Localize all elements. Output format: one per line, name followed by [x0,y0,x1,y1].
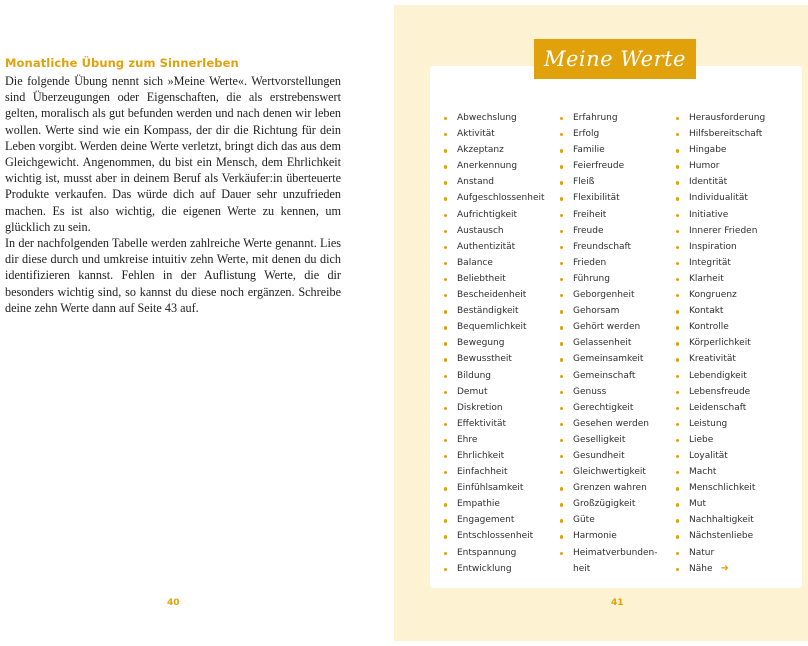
bullet-icon [676,214,679,217]
arrow-right-icon: ➜ [720,562,729,574]
value-label: Empathie [457,499,500,510]
value-label: heit [573,563,591,574]
bullet-icon [560,165,563,168]
value-label: Anstand [457,177,495,188]
value-item [560,335,658,351]
value-label: Effektivität [457,418,507,429]
paragraph: In der nachfolgenden Tabelle werden zahlreiche Werte genannt. Lies dir diese durch und umkreise intuitiv zehn Werte, mit denen du dich identifizieren kannst. Fehlen in der Auflistung Werte, die dir besonders wichtig sind, so kannst du diese noch ergänzen. Schreibe deine zehn Werte dann auf Seite 43 auf. [5,236,341,315]
value-item [560,448,658,464]
bullet-icon [444,455,447,458]
bullet-icon [560,294,563,297]
value-label: Freude [573,225,604,236]
bullet-icon [676,246,679,249]
value-item [560,142,658,158]
value-item [560,174,658,190]
value-item [676,255,765,271]
bullet-icon [676,375,679,378]
bullet-icon [444,358,447,361]
value-item [560,368,658,384]
value-item [444,335,545,351]
value-item [560,239,658,255]
value-label: Initiative [689,209,729,220]
bullet-icon [444,552,447,555]
value-item [560,255,658,271]
value-item [676,142,765,158]
bullet-icon [676,439,679,442]
value-label: Bescheidenheit [457,290,527,301]
value-label: Gemeinsamkeit [573,354,644,365]
value-item [444,255,545,271]
values-column-1 [444,110,545,577]
value-label: Erfahrung [573,113,618,123]
value-label: Aufrichtigkeit [457,209,518,220]
bullet-icon [676,181,679,184]
value-label: Gehört werden [573,322,641,333]
value-item [444,174,545,190]
value-item [444,110,545,126]
body-text [5,73,341,316]
value-item [676,464,765,480]
bullet-icon [560,358,563,361]
bullet-icon [560,181,563,184]
value-label: Anerkennung [457,161,518,172]
bullet-icon [560,439,563,442]
value-item [560,287,658,303]
value-label: Entschlossenheit [457,531,534,542]
left-page [0,0,394,646]
value-item [444,319,545,335]
bullet-icon [444,471,447,474]
value-item [676,400,765,416]
value-item [560,110,658,126]
value-item [676,480,765,496]
bullet-icon [444,165,447,168]
bullet-icon [676,423,679,426]
value-label: Aufgeschlossenheit [457,193,545,204]
value-item [560,496,658,512]
value-item [444,416,545,432]
value-label: Demut [457,386,488,397]
value-label: Bequemlichkeit [457,322,527,333]
bullet-icon [560,375,563,378]
bullet-icon [444,294,447,297]
bullet-icon [444,423,447,426]
value-label: Gleichwertigkeit [573,467,646,478]
bullet-icon [676,407,679,410]
bullet-icon [676,230,679,233]
value-label: Austausch [457,225,504,236]
value-item [560,303,658,319]
value-label: Beliebtheit [457,273,506,284]
bullet-icon [676,117,679,120]
values-column-2 [560,110,658,577]
value-item [676,303,765,319]
value-label: Genuss [573,386,607,397]
bullet-icon [444,439,447,442]
value-label: Engagement [457,515,515,526]
value-label: Nähe [689,563,713,574]
value-label: Frieden [573,257,607,268]
bullet-icon [444,503,447,506]
bullet-icon [560,197,563,200]
value-label: Diskretion [457,402,503,413]
value-label: Natur [689,547,715,558]
value-label: Entspannung [457,547,517,558]
value-label: Balance [457,257,493,268]
value-label: Erfolg [573,129,600,140]
value-item [676,448,765,464]
bullet-icon [444,149,447,152]
value-label: Bildung [457,370,492,381]
value-item [676,287,765,303]
value-item [444,432,545,448]
value-item [444,464,545,480]
value-label: Authentizität [457,241,516,252]
value-label: Entwicklung [457,563,512,574]
bullet-icon [444,519,447,522]
bullet-icon [676,535,679,538]
value-item [676,528,765,544]
section-heading: Monatliche Übung zum Sinnerleben [5,56,239,70]
value-item [444,400,545,416]
value-item [444,448,545,464]
value-label: Akzeptanz [457,145,504,156]
bullet-icon [444,117,447,120]
value-label: Gesehen werden [573,418,649,429]
bullet-icon [676,471,679,474]
bullet-icon [676,326,679,329]
value-label: Hingabe [689,145,727,156]
value-label: Heimatverbunden- [573,547,658,558]
value-item [444,384,545,400]
value-item [444,207,545,223]
value-item [676,319,765,335]
right-page [394,5,808,641]
value-label: Loyalität [689,450,728,461]
value-item [560,351,658,367]
value-item [560,432,658,448]
value-item [560,528,658,544]
value-label: Flexibilität [573,193,620,204]
value-item [676,416,765,432]
bullet-icon [676,262,679,265]
bullet-icon [444,342,447,345]
value-item [676,561,765,577]
values-column-3 [676,110,765,577]
bullet-icon [676,552,679,555]
value-item [676,384,765,400]
value-item [444,239,545,255]
bullet-icon [676,197,679,200]
value-label: Kreativität [689,354,736,365]
page-number-right: 41 [611,598,624,608]
value-label: Kontrolle [689,322,729,333]
bullet-icon [444,278,447,281]
bullet-icon [444,391,447,394]
value-label: Einfachheit [457,467,508,478]
value-item [560,464,658,480]
bullet-icon [676,149,679,152]
bullet-icon [444,310,447,313]
value-item [676,223,765,239]
value-item [560,416,658,432]
value-item [444,223,545,239]
value-item [560,126,658,142]
value-item [560,271,658,287]
value-label: Nächstenliebe [689,531,754,542]
bullet-icon [676,487,679,490]
value-item [560,512,658,528]
bullet-icon [560,133,563,136]
value-item [560,545,658,561]
value-item [444,368,545,384]
bullet-icon [560,214,563,217]
bullet-icon [676,294,679,297]
value-label: Führung [573,273,610,284]
bullet-icon [676,503,679,506]
value-item [444,351,545,367]
value-item [444,561,545,577]
value-label: Gelassenheit [573,338,632,349]
value-label: Gemeinschaft [573,370,636,381]
value-label: Mut [689,499,706,510]
value-label: Ehrlichkeit [457,450,505,461]
value-item [444,287,545,303]
value-item [676,190,765,206]
value-item [676,174,765,190]
value-label: Innerer Frieden [689,225,758,236]
bullet-icon [560,487,563,490]
value-label: Klarheit [689,273,724,284]
bullet-icon [444,535,447,538]
bullet-icon [560,471,563,474]
value-item [560,480,658,496]
value-label: Beständigkeit [457,306,519,317]
bullet-icon [560,519,563,522]
bullet-icon [676,133,679,136]
value-label: Gehorsam [573,306,620,317]
value-item [560,400,658,416]
value-label: Abwechslung [457,113,517,123]
value-item [444,512,545,528]
bullet-icon [560,455,563,458]
bullet-icon [560,117,563,120]
value-label: Fleiß [573,177,595,188]
value-label: Gesundheit [573,450,625,461]
bullet-icon [676,278,679,281]
page-number-left: 40 [167,598,180,608]
value-label: Feierfreude [573,161,625,172]
bullet-icon [560,423,563,426]
value-item [676,432,765,448]
value-label: Grenzen wahren [573,483,647,494]
bullet-icon [444,326,447,329]
value-label: Leidenschaft [689,402,747,413]
value-item [676,158,765,174]
bullet-icon [560,149,563,152]
value-label: Aktivität [457,129,495,140]
value-label: Geborgenheit [573,290,635,301]
bullet-icon [444,407,447,410]
value-item [560,223,658,239]
value-item [560,319,658,335]
bullet-icon [560,503,563,506]
value-item [444,126,545,142]
value-item [444,190,545,206]
value-item [444,158,545,174]
value-label: Freundschaft [573,241,632,252]
bullet-icon [444,230,447,233]
value-label: Individualität [689,193,748,204]
value-item [676,545,765,561]
value-label: Gerechtigkeit [573,402,634,413]
value-label: Lebendigkeit [689,370,747,381]
value-label: Bewegung [457,338,505,349]
values-card [430,66,802,588]
value-item [444,496,545,512]
bullet-icon [676,342,679,345]
value-label: Nachhaltigkeit [689,515,754,526]
bullet-icon [560,407,563,410]
bullet-icon [560,535,563,538]
value-label: Leistung [689,418,728,429]
value-item [560,207,658,223]
value-label: Hilfsbereitschaft [689,129,763,140]
bullet-icon [444,181,447,184]
value-item [676,126,765,142]
value-item [676,512,765,528]
value-label: Einfühlsamkeit [457,483,524,494]
value-label: Kongruenz [689,290,737,301]
bullet-icon [676,391,679,394]
bullet-icon [676,455,679,458]
value-label: Identität [689,177,728,188]
bullet-icon [560,278,563,281]
value-label: Ehre [457,434,478,445]
value-item [444,528,545,544]
bullet-icon [560,326,563,329]
bullet-icon [676,568,679,571]
value-label: Großzügigkeit [573,499,636,510]
bullet-icon [444,133,447,136]
bullet-icon [676,165,679,168]
value-label: Menschlichkeit [689,483,756,494]
value-label: Macht [689,467,717,478]
value-label: Kontakt [689,306,724,317]
value-item [676,110,765,126]
bullet-icon [560,262,563,265]
bullet-icon [560,246,563,249]
value-label: Harmonie [573,531,617,542]
value-item [560,190,658,206]
bullet-icon [444,375,447,378]
value-item [676,351,765,367]
value-item [560,158,658,174]
value-label: Lebensfreude [689,386,751,397]
value-label: Inspiration [689,241,737,252]
paragraph: Die folgende Übung nennt sich »Meine Werte«. Wertvorstellungen sind Überzeugungen oder Eigenschaften, die als erstrebenswert gelten, moralisch als gut befunden werden und nach denen wir leben wollen. Werte sind wie ein Kompass, der dir die Richtung für dein Leben vorgibt. Werden deine Werte verletzt, bringt dich das aus dem Gleichgewicht. Angenommen, du bist ein Mensch, dem Ehrlichkeit wichtig ist, musst aber in deinem Beruf als Verkäufer:in überteuerte Produkte verkaufen. Das würde dich auf Dauer sehr unzufrieden machen. Es ist also wichtig, die eigenen Werte zu kennen, um glücklich zu sein. [5,74,341,234]
bullet-icon [444,197,447,200]
value-item [444,303,545,319]
value-item [676,496,765,512]
value-label: Güte [573,515,595,526]
value-item [676,271,765,287]
bullet-icon [444,262,447,265]
bullet-icon [444,487,447,490]
bullet-icon [444,214,447,217]
bullet-icon [560,230,563,233]
title-banner: Meine Werte [534,39,696,79]
value-label: Körperlichkeit [689,338,751,349]
value-label: Herausforderung [689,113,766,123]
bullet-icon [560,342,563,345]
value-item [676,368,765,384]
value-item [444,271,545,287]
value-label: Liebe [689,434,714,445]
value-item [676,239,765,255]
value-label: Geselligkeit [573,434,626,445]
bullet-icon [560,552,563,555]
value-label: Bewusstheit [457,354,512,365]
value-item [560,561,658,577]
value-label: Integrität [689,257,731,268]
value-label: Freiheit [573,209,607,220]
value-item [560,384,658,400]
value-item [444,480,545,496]
bullet-icon [560,310,563,313]
bullet-icon [444,246,447,249]
bullet-icon [676,310,679,313]
value-item [676,207,765,223]
bullet-icon [444,568,447,571]
value-item [444,142,545,158]
bullet-icon [676,358,679,361]
value-label: Humor [689,161,720,172]
value-label: Familie [573,145,605,156]
bullet-icon [676,519,679,522]
value-item [676,335,765,351]
bullet-icon [560,391,563,394]
value-item [444,545,545,561]
